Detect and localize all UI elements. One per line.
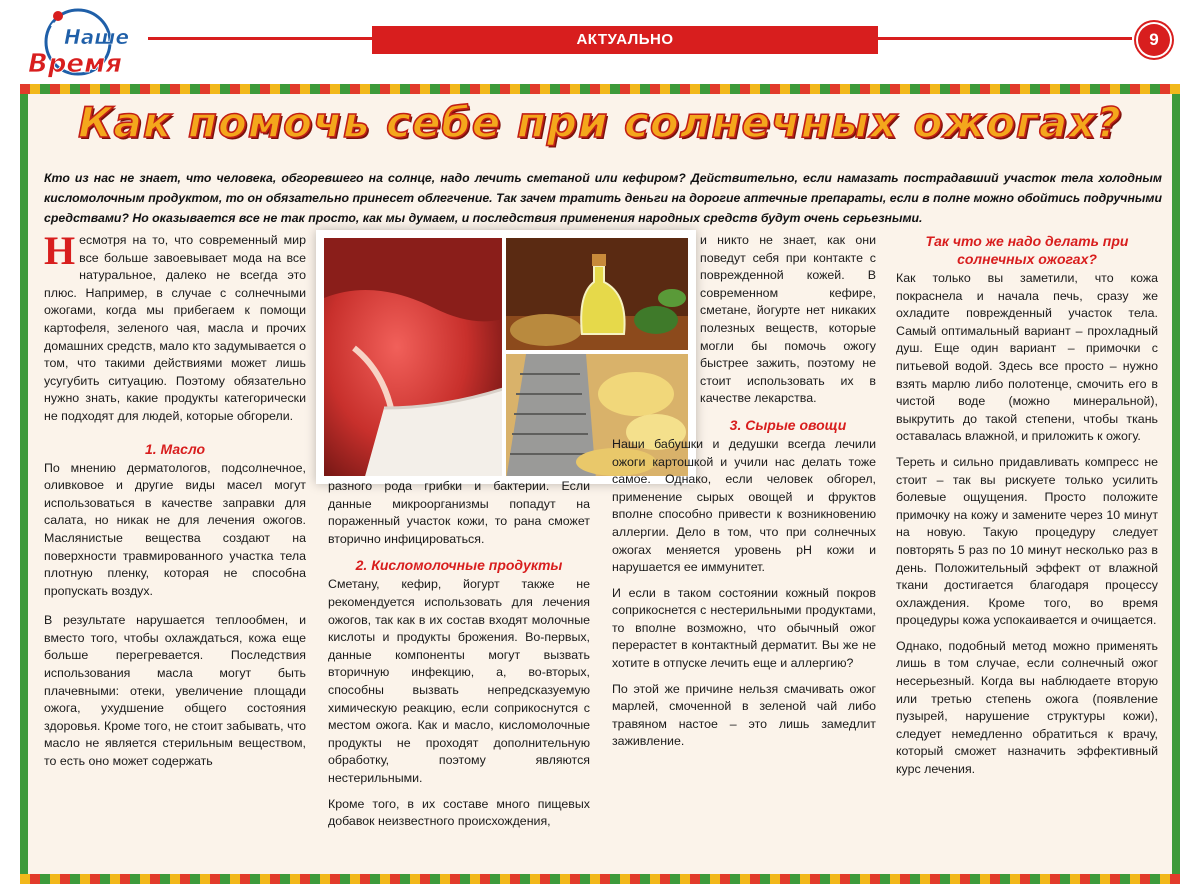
paragraph: разного рода грибки и бактерии. Если данные микроорганизмы попадут на пораженный участок кожи, то рана сможет вторично инфицироваться. <box>328 479 590 546</box>
subheading-dairy: 2. Кисломолочные продукты <box>355 557 563 574</box>
column-1 <box>44 228 306 779</box>
paragraph: Сметану, кефир, йогурт также не рекомендуется использовать для лечения ожогов, так как в их состав входят молочные кислоты и продукты брожения. Во-первых, данные компоненты могут вызвать вторичную инфекцию, а, во-вторых, способны вызвать непредсказуемую химическую реакцию, если соприкоснутся с местом ожога. Как и масло, кисломолочные продукты не проходят дополнительную обработку, поэтому являются нестерильными. <box>328 577 590 785</box>
drop-cap: Н <box>44 228 76 273</box>
paragraph: Как только вы заметили, что кожа покраснела и начала печь, сразу же охладите поврежденный участок тела. Самый оптимальный вариант – прохладный душ. Еще один вариант – примочки с питьевой водой. Здесь все просто – нужно взять марлю либо полотенце, смочить его в чистой воде (можно минеральной), выкрутить до такой степени, чтобы ткань оставалась влажной, и приложить к ожогу. <box>896 271 1158 444</box>
header-rule-left <box>148 37 372 40</box>
article-title: Как помочь себе при солнечных ожогах? <box>78 98 1122 147</box>
paragraph <box>44 228 306 426</box>
paragraph: Кроме того, в их составе много пищевых добавок неизвестного происхождения, <box>328 796 590 829</box>
subheading-vegetables: 3. Сырые овощи <box>729 416 847 433</box>
subheading-what-to-do: Так что же надо делать при солнечных ожогах? <box>925 233 1129 267</box>
column-2 <box>328 478 590 839</box>
paragraph-text: есмотря на то, что современный мир все больше завоевывает мода на все натуральное, далеко не всегда это плюс. Например, в случае с солнечными ожогами, когда мы прибегаем к помощи картофеля, зеленого чая, масла и прочих домашних средств, мало кто задумывается о том, что такими действиями может лишь усугубить ситуацию. Поэтому обязательно нужно знать, какие продукты категорически не подходят для людей, которые обгорели. <box>44 233 306 423</box>
section-label: АКТУАЛЬНО <box>372 26 878 54</box>
paragraph: По этой же причине нельзя смачивать ожог марлей, смоченной в зеленой чай либо травяном настое – это лишь замедлит заживление. <box>612 681 876 749</box>
subheading-oil: 1. Масло <box>144 440 206 457</box>
page-number: 9 <box>1138 24 1170 56</box>
column-3 <box>612 232 876 759</box>
sunburn-photo <box>322 236 504 478</box>
paragraph: В результате нарушается теплообмен, и вместо того, чтобы охлаждаться, кожа еще больше перегревается. Последствия использования масла могут быть плачевными: отеки, увеличение площади ожога, ухудшение общего состояния здоровья. Кроме того, не стоит забывать, что масло не является стерильным веществом, то есть оно может содержать <box>44 613 306 769</box>
paragraph: и никто не знает, как они поведут себя при контакте с поврежденной кожей. В современном кефире, сметане, йогурте нет никаких полезных веществ, которые могли бы помочь ожогу быстрее зажить, поэтому не стоит использовать их в качестве лекарства. <box>700 233 876 406</box>
paragraph: Однако, подобный метод можно применять лишь в том случае, если солнечный ожог несерьезный. Когда вы наблюдаете вторую или третью степень ожога (появление пузырей, нарушение структуры кожи), следует немедленно обратиться к врачу, который сможет назначить эффективный курс лечения. <box>896 638 1158 777</box>
logo-line1: Наше <box>64 25 130 49</box>
logo-line2: Время <box>28 49 123 79</box>
paragraph: И если в таком состоянии кожный покров соприкоснется с нестерильными продуктами, то вполне возможно, что обычный ожог перерастет в контактный дерматит. Вы же не хотите в отпуске лечить еще и аллергию? <box>612 585 876 671</box>
header-rule-right <box>878 37 1132 40</box>
paragraph: Тереть и сильно придавливать компресс не стоит – так вы рискуете только усилить болевые ощущения. Просто положите примочку на кожу и замените через 10 минут на новую. Такую процедуру следует повторять 5 раз по 10 минут несколько раз в день. Положительный эффект от влажной ткани достигается благодаря процессу охлаждения. Кроме того, во время процедуры кожа успокаивается и очищается. <box>896 454 1158 628</box>
column-4 <box>896 232 1158 787</box>
newspaper-logo <box>22 6 134 84</box>
article-lead: Кто из нас не знает, что человека, обгоревшего на солнце, надо лечить сметаной или кефиром? Действительно, если намазать пострадавший участок тела холодным кисломолочным продуктом, то он обязательно принесет облегчение. Так зачем тратить деньги на дорогие аптечные препараты, если в полне можно обойтись подручными средствами? Но оказывается все не так просто, как мы думаем, и последствия применения народных средств будут очень серьезными. <box>44 171 1162 225</box>
paragraph: Наши бабушки и дедушки всегда лечили ожоги картошкой и учили нас делать тоже самое. Однако, если человек обгорел, применение сырых овощей и фруктов вполне способно привести к возникновению аллергии. Дело в том, что при солнечных ожогах меняется уровень pH кожи и нарушается ее иммунитет. <box>612 436 876 575</box>
paragraph: По мнению дерматологов, подсолнечное, оливковое и другие виды масел могут использоваться в качестве заправки для салата, но никак не для лечения ожогов. Маслянистые вещества создают на поверхности травмированного участка тела плотную пленку, которая не способна пропускать воздух. <box>44 460 306 598</box>
